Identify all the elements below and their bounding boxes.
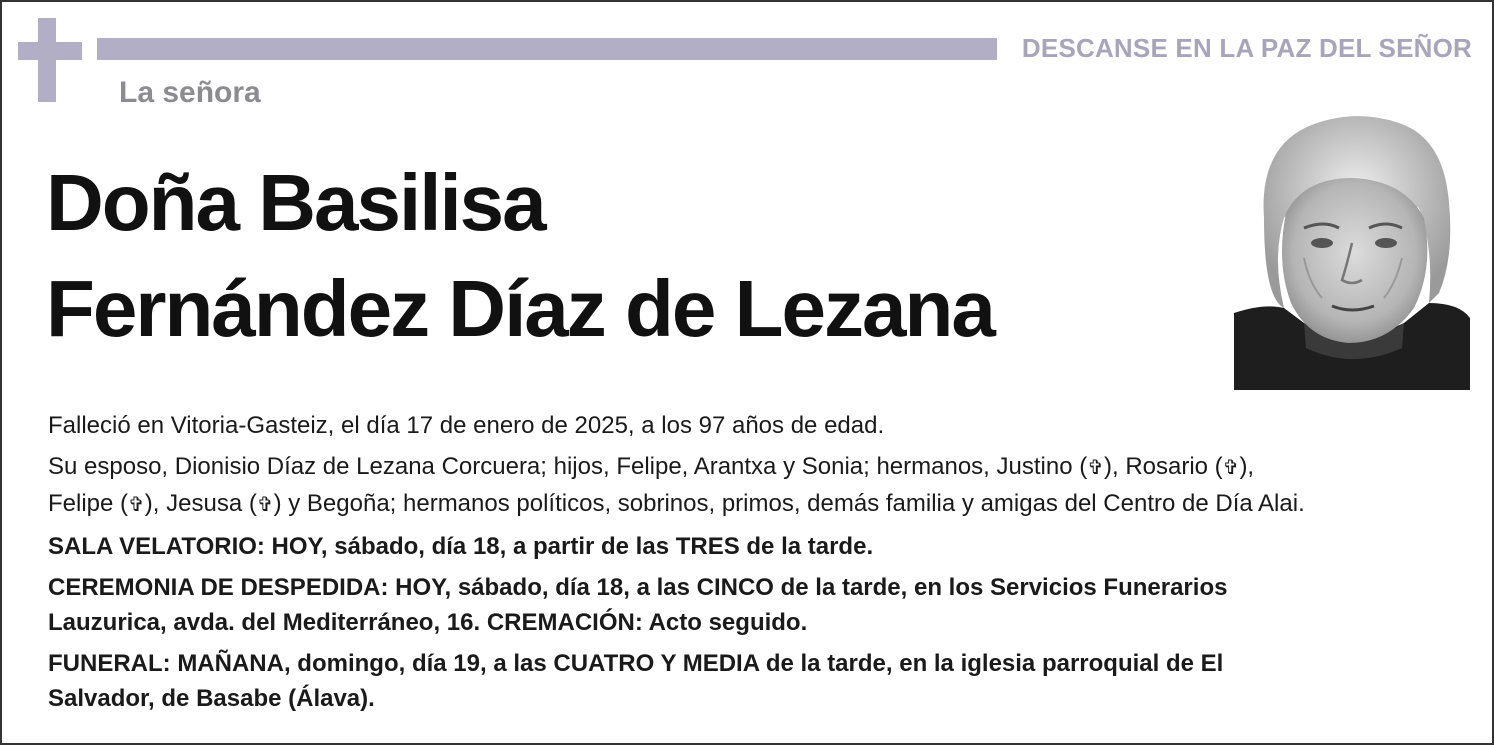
family-list: Su esposo, Dionisio Díaz de Lezana Corcuera; hijos, Felipe, Arantxa y Sonia; hermanos, Justino (✞), Rosario (✞), Felipe (✞), Jesusa (✞) y Begoña; hermanos políticos, sobrinos, primos, demás familia y amigas del Centro de Día Alai. [48, 449, 1468, 523]
deceased-prefix: La señora [119, 76, 261, 109]
cross-symbol-icon: ✞ [1222, 457, 1240, 479]
funeral-info: FUNERAL: MAÑANA, domingo, día 19, a las CUATRO Y MEDIA de la tarde, en la iglesia parroquial de El Salvador, de Basabe (Álava). [48, 650, 1224, 712]
deceased-name [46, 150, 994, 362]
deceased-name-line1: Doña Basilisa [46, 158, 545, 247]
cross-symbol-icon: ✞ [1087, 457, 1104, 479]
deceased-name-line2: Fernández Díaz de Lezana [46, 264, 994, 353]
ceremonia-info: CEREMONIA DE DESPEDIDA: HOY, sábado, día 18, a las CINCO de la tarde, en los Servicios Funerarios Lauzurica, avda. del Mediterráneo, 16. CREMACIÓN: Acto seguido. [48, 574, 1228, 636]
death-notice: Falleció en Vitoria-Gasteiz, el día 17 de enero de 2025, a los 97 años de edad. [48, 412, 885, 439]
header-banner: DESCANSE EN LA PAZ DEL SEÑOR [1021, 33, 1472, 63]
cross-icon [18, 18, 82, 102]
velatorio-info: SALA VELATORIO: HOY, sábado, día 18, a partir de las TRES de la tarde. [48, 533, 874, 560]
cross-symbol-icon: ✞ [256, 494, 274, 516]
portrait-photo [1234, 108, 1470, 390]
obituary-body [48, 408, 1468, 716]
header-bar [97, 38, 997, 60]
cross-symbol-icon: ✞ [128, 494, 145, 516]
